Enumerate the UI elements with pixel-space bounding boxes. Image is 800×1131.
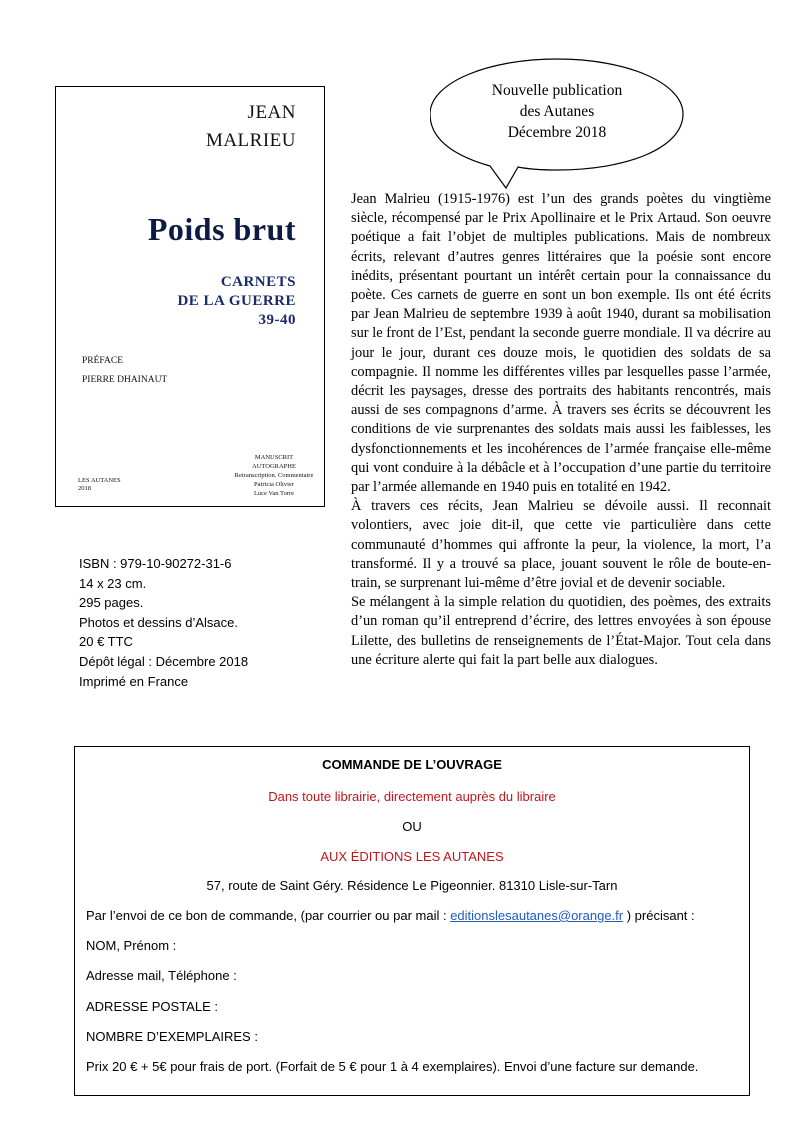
cover-credit-line: Patricia Olivier	[254, 481, 294, 488]
order-heading: COMMANDE DE L’OUVRAGE	[322, 757, 502, 772]
cover-credit-line: Luce Van Torre	[253, 490, 295, 497]
book-details	[79, 554, 248, 691]
order-form	[74, 746, 750, 1096]
detail-format: 14 x 23 cm.	[79, 575, 147, 591]
order-address: 57, route de Saint Géry. Résidence Le Pigeonnier. 81310 Lisle-sur-Tarn	[206, 878, 618, 893]
cover-title: Poids brut	[147, 211, 296, 247]
bubble-text	[430, 80, 684, 143]
cover-author	[206, 99, 296, 155]
description-paragraph: Se mélangent à la simple relation du quotidien, des poèmes, des extraits d’un roman qu’il entreprend d’écrire, des lettres envoyées à son épouse Lilette, des bulletins de renseignements de l’État-Major. Tout cela dans une écriture alerte qui fait la part belle aux dialogues.	[351, 594, 771, 668]
order-pricing: Prix 20 € + 5€ pour frais de port. (Forfait de 5 € pour 1 à 4 exemplaires). Envoi d’une facture sur demande.	[86, 1059, 699, 1074]
book-description	[351, 190, 771, 670]
cover-publisher	[78, 477, 121, 493]
cover-preface-label: PRÉFACE	[82, 356, 124, 366]
field-name: NOM, Prénom :	[86, 938, 177, 953]
cover-subtitle-line: DE LA GUERRE	[177, 293, 296, 309]
announcement-bubble	[430, 58, 684, 174]
order-publisher: AUX ÉDITIONS LES AUTANES	[320, 849, 504, 864]
cover-manuscript-credits	[234, 453, 314, 498]
order-bookstore: Dans toute librairie, directement auprès du libraire	[268, 789, 556, 804]
instructions-before: Par l’envoi de ce bon de commande, (par courrier ou par mail :	[86, 908, 451, 923]
bubble-line: des Autanes	[519, 103, 595, 120]
cover-author-last: MALRIEU	[205, 130, 296, 151]
order-or: OU	[402, 819, 422, 834]
detail-price: 20 € TTC	[79, 634, 133, 650]
order-instructions	[86, 908, 695, 923]
description-paragraph: À travers ces récits, Jean Malrieu se dévoile aussi. Il reconnait volontiers, avec joie dit-il, que cette vie particulière dans cette communauté d’hommes qui affronte la peur, la violence, la mort, l’a transformé. Il y a trouvé sa place, jouant souvent le rôle de boute-en-train, se surprenant lui-même d’être jovial et de devenir sociable.	[351, 498, 771, 592]
field-contact: Adresse mail, Téléphone :	[86, 968, 237, 983]
cover-subtitle-line: CARNETS	[220, 274, 296, 290]
book-cover	[55, 86, 325, 507]
detail-isbn: ISBN : 979-10-90272-31-6	[79, 556, 232, 571]
bubble-line: Nouvelle publication	[491, 82, 623, 99]
cover-credit-line: Retranscription. Commentaire	[234, 472, 314, 479]
cover-credit-line: MANUSCRIT AUTOGRAPHE	[252, 454, 296, 470]
bubble-line: Décembre 2018	[507, 124, 607, 141]
field-address: ADRESSE POSTALE :	[86, 999, 218, 1014]
detail-legal-deposit: Dépôt légal : Décembre 2018	[79, 653, 249, 669]
cover-subtitle	[177, 273, 296, 330]
instructions-after: ) précisant :	[623, 908, 695, 923]
field-quantity: NOMBRE D’EXEMPLAIRES :	[86, 1029, 258, 1044]
detail-illustrations: Photos et dessins d’Alsace.	[79, 614, 238, 630]
cover-subtitle-line: 39-40	[258, 312, 296, 328]
email-link[interactable]: editionslesautanes@orange.fr	[450, 908, 624, 923]
cover-publisher-year: 2018	[78, 485, 91, 492]
detail-printed: Imprimé en France	[79, 673, 189, 689]
cover-preface-author: PIERRE DHAINAUT	[82, 375, 168, 385]
cover-author-first: JEAN	[247, 102, 296, 123]
cover-publisher-name: LES AUTANES	[78, 477, 121, 484]
detail-pages: 295 pages.	[79, 595, 144, 611]
description-paragraph: Jean Malrieu (1915-1976) est l’un des grands poètes du vingtième siècle, récompensé par le Prix Apollinaire et le Prix Artaud. Son oeuvre poétique a fait l’objet de multiples publications. Mais de nombreux écrits, relevant d’autres genres littéraires que la poésie sont encore inédits, présentant pourtant un intérêt certain pour la connaissance du poète. Ces carnets de guerre en sont un bon exemple. Ils ont été écrits par Jean Malrieu de septembre 1939 à août 1940, durant sa mobilisation sur le front de l’Est, pendant la seconde guerre mondiale. Il va décrire au jour le jour, durant ces douze mois, le quotidien des soldats de sa compagnie. Il nomme les différentes villes par lesquelles passe l’armée, décrit les paysages, dresse des portraits des habitants rencontrés, mais aussi de ses compagnons d’arme. À travers ses écrits se découvrent les conditions de vie surprenantes des soldats mais aussi les faiblesses, les dysfonctionnements et les incohérences de l’armée française elle-même qui vont conduire à la débâcle et à l’occupation d’une partie du territoire par l’armée allemande en 1940 puis en totalité en 1942.	[351, 191, 771, 496]
cover-preface	[82, 352, 167, 390]
